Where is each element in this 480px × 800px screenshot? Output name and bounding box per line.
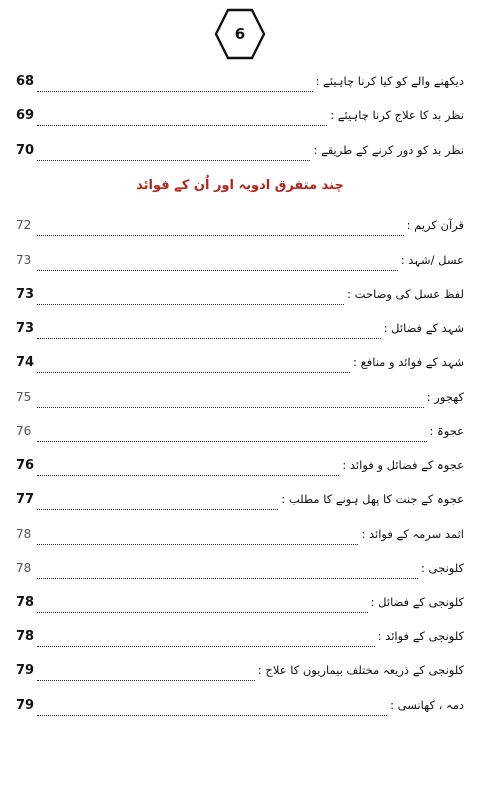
leader-dots [37, 577, 418, 579]
toc-entry[interactable] [16, 390, 464, 414]
toc-title: کلونجی کے فوائد : [377, 629, 464, 643]
toc-page-number: 68 [16, 74, 35, 89]
toc-title: لفظ عسل کی وضاحت : [347, 287, 464, 301]
toc-title: نظر بد کا علاج کرنا چاہیئے : [330, 108, 464, 122]
toc-page-number: 74 [16, 355, 35, 370]
page-number: 6 [234, 25, 246, 43]
toc-page-number: 69 [16, 108, 35, 123]
toc-title: عسل /شہد : [400, 253, 464, 267]
toc-title: دیکھنے والے کو کیا کرنا چاہیئے : [315, 74, 464, 88]
toc-title: اثمد سرمہ کے فوائد : [361, 527, 464, 541]
leader-dots [37, 371, 350, 373]
toc-page-number: 76 [16, 458, 35, 473]
toc-entry[interactable] [16, 629, 464, 653]
leader-dots [37, 508, 278, 510]
toc-title: کلونجی کے فضائل : [370, 595, 464, 609]
toc-page-number: 70 [16, 143, 35, 158]
leader-dots [37, 543, 358, 545]
page-number-badge [214, 8, 266, 60]
toc-page-number: 76 [16, 424, 32, 438]
toc-entry[interactable] [16, 74, 464, 98]
toc-title: عجوۃ : [429, 424, 464, 438]
toc-page-number: 79 [16, 663, 35, 678]
toc-entry[interactable] [16, 458, 464, 482]
section-heading: چند متفرق ادویہ اور اُن کے فوائد [136, 178, 344, 193]
toc-entry[interactable] [16, 355, 464, 379]
toc-page-number: 79 [16, 698, 35, 713]
leader-dots [37, 337, 381, 339]
toc-title: کلونجی : [421, 561, 464, 575]
toc-entry[interactable] [16, 561, 464, 585]
toc-page-number: 73 [16, 321, 35, 336]
leader-dots [37, 90, 313, 92]
toc-title: کلونجی کے ذریعہ مختلف بیماریوں کا علاج : [257, 663, 464, 677]
toc-title: نظر بد کو دور کرنے کے طریقے : [313, 143, 464, 157]
toc-entry[interactable] [16, 698, 464, 722]
leader-dots [37, 679, 255, 681]
toc-title: شہد کے فضائل : [383, 321, 464, 335]
toc-page-number: 72 [16, 218, 32, 232]
toc-page-number: 73 [16, 253, 32, 267]
toc-entry[interactable] [16, 143, 464, 167]
leader-dots [37, 234, 404, 236]
toc-page-number: 73 [16, 287, 35, 302]
leader-dots [37, 406, 424, 408]
leader-dots [37, 303, 344, 305]
leader-dots [37, 269, 398, 271]
leader-dots [37, 124, 327, 126]
toc-page-number: 77 [16, 492, 35, 507]
toc-entry[interactable] [16, 492, 464, 516]
toc-entry[interactable] [16, 527, 464, 551]
toc-title: دمہ ، کھانسی : [390, 698, 464, 712]
toc-title: قرآن کریم : [406, 218, 464, 232]
toc-entry[interactable] [16, 108, 464, 132]
leader-dots [37, 645, 375, 647]
leader-dots [37, 474, 339, 476]
toc-title: عجوہ کے فضائل و فوائد : [342, 458, 464, 472]
toc-entry[interactable] [16, 253, 464, 277]
leader-dots [37, 611, 368, 613]
toc-page-number: 75 [16, 390, 32, 404]
toc-title: شہد کے فوائد و منافع : [353, 355, 464, 369]
toc-page-number: 78 [16, 561, 32, 575]
toc-entry[interactable] [16, 218, 464, 242]
toc-title: کھجور : [426, 390, 464, 404]
leader-dots [37, 714, 387, 716]
leader-dots [37, 440, 427, 442]
toc-title: عجوہ کے جنت کا پھل ہونے کا مطلب : [281, 492, 464, 506]
toc-entry[interactable] [16, 287, 464, 311]
toc-page-number: 78 [16, 595, 35, 610]
toc-page-number: 78 [16, 527, 32, 541]
toc-entry[interactable] [16, 595, 464, 619]
toc-entry[interactable] [16, 321, 464, 345]
toc-page-number: 78 [16, 629, 35, 644]
toc-entry[interactable] [16, 424, 464, 448]
toc-entry[interactable] [16, 663, 464, 687]
leader-dots [37, 159, 310, 161]
